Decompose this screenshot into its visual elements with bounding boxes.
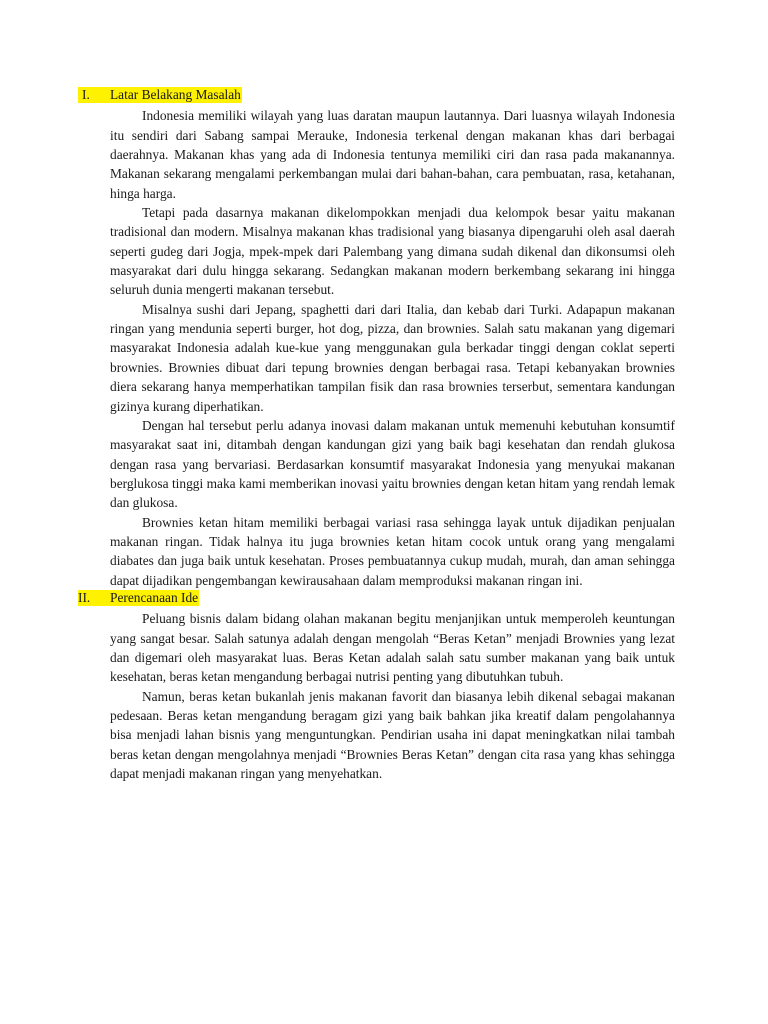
section-title: Perencanaan Ide <box>110 589 199 605</box>
section-number: II. <box>78 590 110 606</box>
paragraph: Dengan hal tersebut perlu adanya inovasi dalam makanan untuk memenuhi kebutuhan konsumtif masyarakat saat ini, ditambah dengan kandungan gizi yang baik bagi kesehatan dan rendah glukosa dengan rasa yang bervariasi. Berdasarkan konsumtif masyarakat Indonesia yang menyukai makanan berglukosa tinggi maka kami memberikan inovasi yaitu brownies dengan ketan hitam yang rendah lemak dan glukosa. <box>110 417 675 511</box>
paragraph: Brownies ketan hitam memiliki berbagai variasi rasa sehingga layak untuk dijadikan penjualan makanan ringan. Tidak halnya itu juga brownies ketan hitam cocok untuk orang yang mengalami diabates dan juga baik untuk kesehatan. Proses pembuatannya cukup mudah, murah, dan aman sehingga dapat dijadikan pengembangan kewirausahaan dalam memproduksi makanan ringan ini. <box>110 514 675 588</box>
paragraph: Namun, beras ketan bukanlah jenis makanan favorit dan biasanya lebih dikenal sebagai makanan pedesaan. Beras ketan mengandung beragam gizi yang baik bahkan jika kreatif dalam pengolahannya bisa menjadi lahan bisnis yang menguntungkan. Pendirian usaha ini dapat meningkatkan nilai tambah beras ketan dengan mengolahnya menjadi “Brownies Beras Ketan” dengan cita rasa yang khas sehingga dapat menjadi makanan ringan yang menyehatkan. <box>110 688 675 782</box>
document-body <box>78 87 675 783</box>
paragraph: Peluang bisnis dalam bidang olahan makanan begitu menjanjikan untuk memperoleh keuntungan yang sangat besar. Salah satunya adalah dengan mengolah “Beras Ketan” menjadi Brownies yang lezat dan digemari oleh masyarakat luas. Beras Ketan adalah salah satu sumber makanan yang baik untuk kesehatan, beras ketan mengandung berbagai nutrisi penting yang dibutuhkan tubuh. <box>110 611 675 685</box>
paragraph: Misalnya sushi dari Jepang, spaghetti dari dari Italia, dan kebab dari Turki. Adapapun makanan ringan yang mendunia seperti burger, hot dog, pizza, dan brownies. Salah satu makanan yang digemari masyarakat Indonesia adalah kue-kue yang menggunakan gula berkadar tinggi dengan coklat seperti brownies. Brownies dibuat dari tepung brownies dengan berbagai rasa. Tetapi kebanyakan brownies diera sekarang hanya memperhatikan tampilan fisik dan rasa brownies terserbut, sementara kandungan gizinya kurang diperhatikan. <box>110 301 675 414</box>
section-title: Latar Belakang Masalah <box>110 87 241 102</box>
paragraph: Tetapi pada dasarnya makanan dikelompokkan menjadi dua kelompok besar yaitu makanan tradisional dan modern. Misalnya makanan khas tradisional yang biasanya dipengaruhi oleh asal daerah seperti gudeg dari Jogja, mpek-mpek dari Palembang yang dimana sudah dikenal dan dikonsumsi oleh masyarakat dari dulu hingga sekarang. Sedangkan makanan modern berkembang sekarang ini hingga seluruh dunia mengerti makanan tersebut. <box>110 205 675 298</box>
section-heading-latar-belakang <box>78 87 675 106</box>
section-heading-perencanaan-ide <box>78 590 675 609</box>
paragraph: Indonesia memiliki wilayah yang luas daratan maupun lautannya. Dari luasnya wilayah Indonesia itu sendiri dari Sabang sampai Merauke, Indonesia terkenal dengan makanan khas dari berbagai daerahnya. Makanan khas yang ada di Indonesia tentunya memiliki ciri dan rasa pada makanannya. Makanan sekarang mengalami perkembangan mulai dari bahan-bahan, cara pembuatan, rasa, ketahanan, hinga harga. <box>110 108 675 201</box>
section-number: I. <box>78 87 110 103</box>
